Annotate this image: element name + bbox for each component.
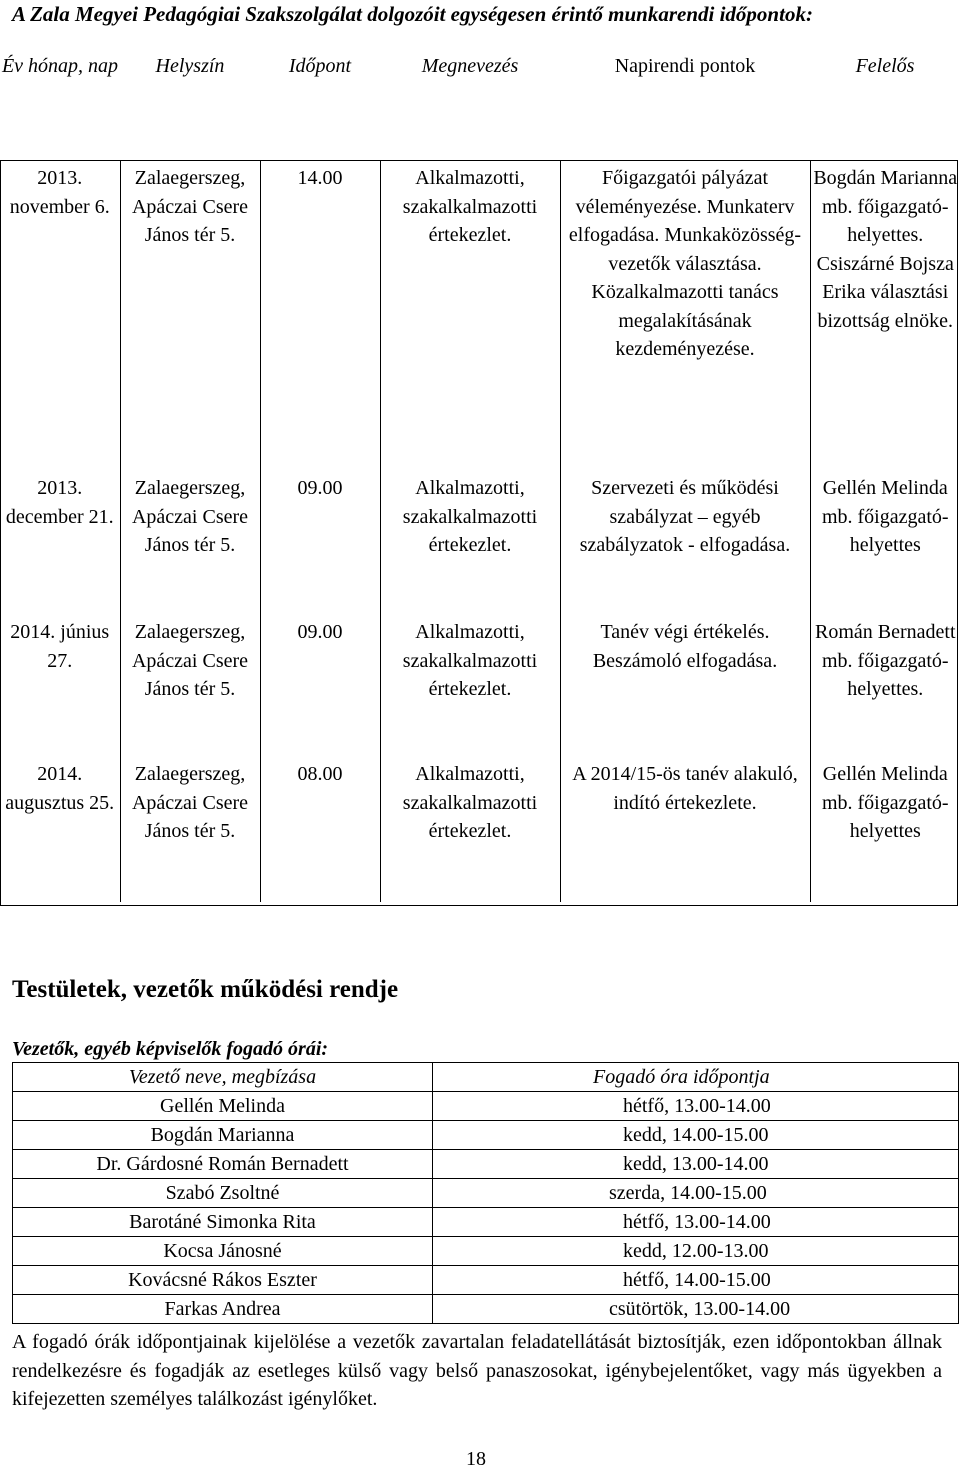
- office-row-time: hétfő, 14.00-15.00: [433, 1266, 959, 1295]
- schedule-row: [0, 614, 960, 756]
- office-header-row: [13, 1063, 959, 1092]
- row-place: Zalaegerszeg, Apáczai Csere János tér 5.: [120, 756, 260, 902]
- office-header-time: Fogadó óra időpontja: [433, 1063, 959, 1092]
- row-name: Alkalmazotti, szakalkalmazotti értekezlet.: [380, 756, 560, 902]
- row-date: 2013. november 6.: [0, 160, 120, 470]
- office-row-time: szerda, 14.00-15.00: [433, 1179, 959, 1208]
- office-row-name: Barotáné Simonka Rita: [13, 1208, 433, 1237]
- row-place: Zalaegerszeg, Apáczai Csere János tér 5.: [120, 614, 260, 756]
- office-row-name: Szabó Zsoltné: [13, 1179, 433, 1208]
- row-responsible: Gellén Melinda mb. főigazgató-helyettes: [821, 763, 949, 842]
- office-row-time: kedd, 14.00-15.00: [433, 1121, 959, 1150]
- row-time: 09.00: [260, 614, 380, 756]
- row-agenda: A 2014/15-ös tanév alakuló, indító értekezlete.: [560, 756, 810, 902]
- header-responsible: Felelős: [855, 55, 915, 77]
- row-date: 2014. június 27.: [0, 614, 120, 756]
- row-date: 2014. augusztus 25.: [0, 756, 120, 902]
- office-row-name: Gellén Melinda: [13, 1092, 433, 1121]
- office-hours-table: [12, 1062, 959, 1324]
- office-hours-subtitle: Vezetők, egyéb képviselők fogadó órái:: [12, 1038, 329, 1060]
- office-row: [13, 1179, 959, 1208]
- office-row-time: kedd, 12.00-13.00: [433, 1237, 959, 1266]
- row-name: Alkalmazotti, szakalkalmazotti értekezlet.: [380, 470, 560, 614]
- header-date: Év hónap, nap: [1, 55, 119, 77]
- page-number: 18: [466, 1448, 486, 1470]
- row-place: Zalaegerszeg, Apáczai Csere János tér 5.: [120, 160, 260, 470]
- header-name: Megnevezés: [421, 55, 519, 77]
- office-row: [13, 1295, 959, 1324]
- office-row: [13, 1121, 959, 1150]
- office-hours-note: A fogadó órák időpontjainak kijelölése a vezetők zavartalan feladatellátását biztosítják, ezen időpontokban állnak rendelkezésre és fogadják az esetleges külső vagy belső panaszosokat, igénybejelentőket, vagy más ügyekben a kifejezetten személyes találkozást igénylőket.: [12, 1331, 942, 1410]
- row-time: 09.00: [260, 470, 380, 614]
- schedule-row: [0, 470, 960, 614]
- schedule-table: [0, 52, 960, 902]
- row-responsible: Gellén Melinda mb. főigazgató-helyettes: [821, 477, 949, 556]
- row-place: Zalaegerszeg, Apáczai Csere János tér 5.: [120, 470, 260, 614]
- row-time: 08.00: [260, 756, 380, 902]
- row-name: Alkalmazotti, szakalkalmazotti értekezlet.: [380, 160, 560, 470]
- office-row: [13, 1092, 959, 1121]
- office-row-name: Kovácsné Rákos Eszter: [13, 1266, 433, 1295]
- header-agenda: Napirendi pontok: [614, 55, 756, 77]
- office-row: [13, 1208, 959, 1237]
- office-row-time: csütörtök, 13.00-14.00: [433, 1295, 959, 1324]
- row-agenda: Főigazgatói pályázat véleményezése. Munkaterv elfogadása. Munkaközösség-vezetők választása. Közalkalmazotti tanács megalakításának kezdeményezése.: [560, 160, 810, 470]
- header-time: Időpont: [288, 55, 352, 77]
- office-row-time: hétfő, 13.00-14.00: [433, 1092, 959, 1121]
- office-row-time: hétfő, 13.00-14.00: [433, 1208, 959, 1237]
- section-title: Testületek, vezetők működési rendje: [12, 976, 399, 1003]
- office-row: [13, 1237, 959, 1266]
- office-row: [13, 1150, 959, 1179]
- office-row-name: Bogdán Marianna: [13, 1121, 433, 1150]
- schedule-row: [0, 756, 960, 902]
- row-time: 14.00: [260, 160, 380, 470]
- office-row-time: kedd, 13.00-14.00: [433, 1150, 959, 1179]
- row-responsible: Román Bernadett mb. főigazgató-helyettes.: [814, 621, 956, 700]
- office-header-name: Vezető neve, megbízása: [13, 1063, 433, 1092]
- office-row-name: Dr. Gárdosné Román Bernadett: [13, 1150, 433, 1179]
- schedule-header-row: [0, 52, 960, 142]
- document-heading: A Zala Megyei Pedagógiai Szakszolgálat dolgozóit egységesen érintő munkarendi időpontok:: [12, 2, 813, 26]
- schedule-row: [0, 160, 960, 470]
- row-name: Alkalmazotti, szakalkalmazotti értekezlet.: [380, 614, 560, 756]
- header-place: Helyszín: [155, 55, 225, 77]
- row-agenda: Tanév végi értékelés. Beszámoló elfogadása.: [560, 614, 810, 756]
- row-responsible: Bogdán Marianna mb. főigazgató-helyettes. Csiszárné Bojsza Erika választási bizottság elnöke.: [813, 167, 958, 332]
- office-row-name: Kocsa Jánosné: [13, 1237, 433, 1266]
- office-row: [13, 1266, 959, 1295]
- office-row-name: Farkas Andrea: [13, 1295, 433, 1324]
- row-agenda: Szervezeti és működési szabályzat – egyéb szabályzatok - elfogadása.: [560, 470, 810, 614]
- row-date: 2013. december 21.: [0, 470, 120, 614]
